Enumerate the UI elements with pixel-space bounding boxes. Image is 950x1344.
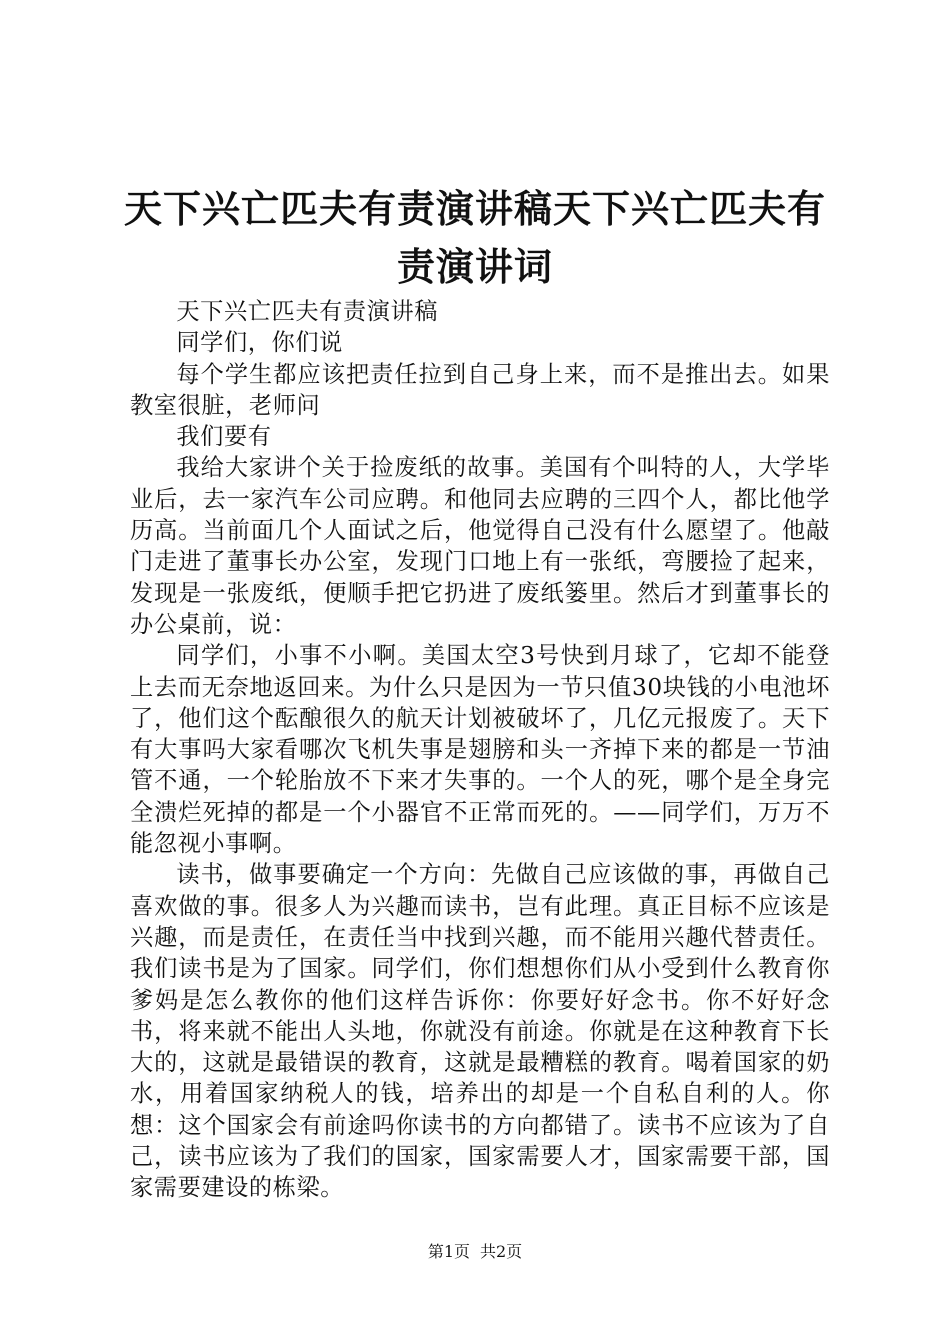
page-total: 共2页 bbox=[480, 1242, 523, 1261]
document-title: 天下兴亡匹夫有责演讲稿天下兴亡匹夫有责演讲词 bbox=[123, 186, 826, 289]
paragraph: 每个学生都应该把责任拉到自己身上来，而不是推出去。如果教室很脏，老师问 bbox=[130, 360, 830, 419]
paragraph: 我给大家讲个关于捡废纸的故事。美国有个叫特的人，大学毕业后，去一家汽车公司应聘。和他同去应聘的三四个人，都比他学历高。当前面几个人面试之后，他觉得自己没有什么愿望了。他敲门走进了董事长办公室，发现门口地上有一张纸，弯腰捡了起来，发现是一张废纸，便顺手把它扔进了废纸篓里。然后才到董事长的办公桌前，说： bbox=[130, 454, 830, 638]
paragraph: 天下兴亡匹夫有责演讲稿 bbox=[176, 298, 439, 325]
page-footer bbox=[0, 1242, 950, 1262]
paragraph: 读书，做事要确定一个方向：先做自己应该做的事，再做自己喜欢做的事。很多人为兴趣而读书，岂有此理。真正目标不应该是兴趣，而是责任，在责任当中找到兴趣，而不能用兴趣代替责任。我们读书是为了国家。同学们，你们想想你们从小受到什么教育你爹妈是怎么教你的他们这样告诉你：你要好好念书。你不好好念书，将来就不能出人头地，你就没有前途。你就是在这种教育下长大的，这就是最错误的教育，这就是最糟糕的教育。喝着国家的奶水，用着国家纳税人的钱，培养出的却是一个自私自利的人。你想：这个国家会有前途吗你读书的方向都错了。读书不应该为了自己，读书应该为了我们的国家，国家需要人才，国家需要干部，国家需要建设的栋梁。 bbox=[130, 861, 830, 1202]
paragraph: 我们要有 bbox=[176, 423, 272, 451]
paragraph: 同学们，你们说 bbox=[176, 329, 343, 357]
document-body bbox=[130, 296, 830, 1204]
page-number: 第1页 bbox=[427, 1242, 470, 1261]
paragraph: 同学们，小事不小啊。美国太空3号快到月球了，它却不能登上去而无奈地返回来。为什么只是因为一节只值30块钱的小电池坏了，他们这个酝酿很久的航天计划被破坏了，几亿元报废了。天下有大事吗大家看哪次飞机失事是翅膀和头一齐掉下来的都是一节油管不通，一个轮胎放不下来才失事的。一个人的死，哪个是全身完全溃烂死掉的都是一个小器官不正常而死的。——同学们，万万不能忽视小事啊。 bbox=[130, 642, 830, 858]
